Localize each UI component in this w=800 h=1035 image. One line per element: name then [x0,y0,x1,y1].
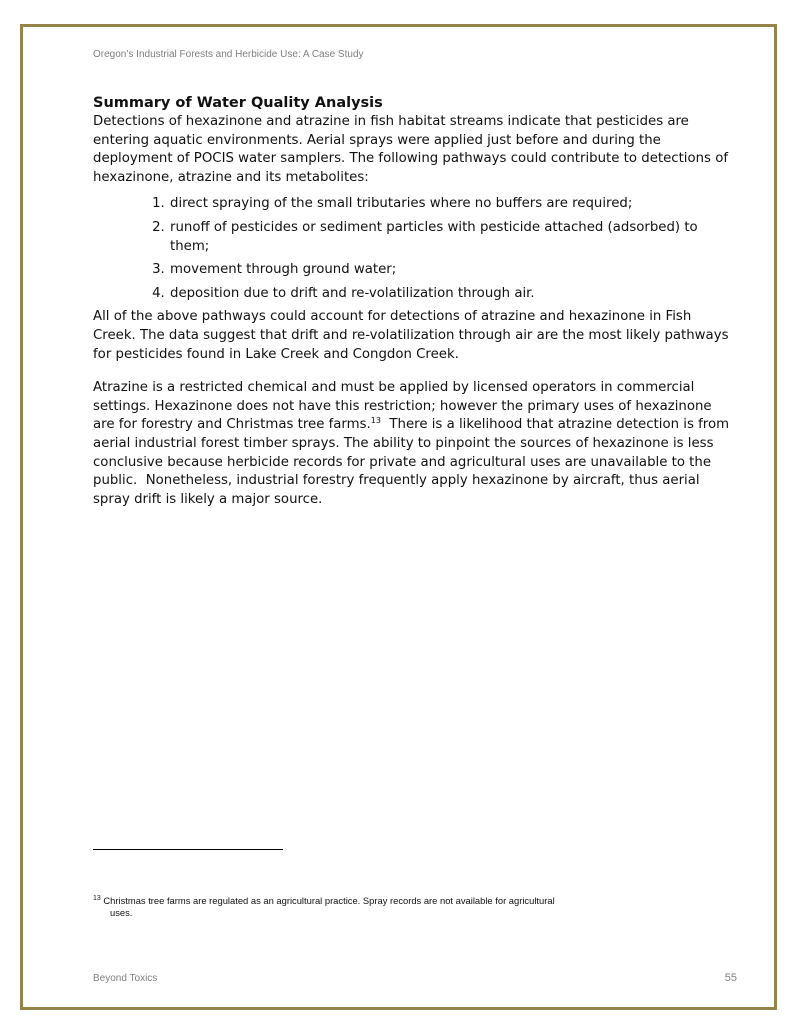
pathway-item: 2. runoff of pesticides or sediment particles with pesticide attached (adsorbed) to them; [169,219,733,256]
footnote-number: 13 [93,895,101,902]
pathways-conclusion-paragraph: All of the above pathways could account for detections of atrazine and hexazinone in Fish Creek. The data suggest that drift and re-volatilization through air are the most likely pathways for pesticides found in Lake Creek and Congdon Creek. [93,309,729,362]
atrazine-paragraph-text: Atrazine is a restricted chemical and must be applied by licensed operators in commercial settings. Hexazinone does not have this restriction; however the primary uses of hexazinone are for forestry and Christmas tree farms. [93,380,712,433]
pathway-list [93,195,733,303]
pathway-item: 4. deposition due to drift and re-volatilization through air. [169,285,733,304]
intro-paragraph: Detections of hexazinone and atrazine in fish habitat streams indicate that pesticides are entering aquatic environments. Aerial sprays were applied just before and during the deployment of POCIS water samplers. The following pathways could contribute to detections of hexazinone, atrazine and its metabolites: [93,114,729,185]
main-content [93,94,733,509]
page-number: 55 [724,972,737,984]
running-header: Oregon’s Industrial Forests and Herbicide Use: A Case Study [93,49,364,60]
footnote [93,895,713,919]
footnote-separator [93,849,283,850]
footnote-text-continued: uses. [110,907,133,918]
atrazine-paragraph [93,379,733,509]
footnote-text: Christmas tree farms are regulated as an agricultural practice. Spray records are not available for agricultural [100,895,555,906]
pathway-item: 1. direct spraying of the small tributaries where no buffers are required; [169,195,733,214]
section-heading: Summary of Water Quality Analysis [93,95,383,111]
pathway-item: 3. movement through ground water; [169,261,733,280]
footer-organization: Beyond Toxics [93,973,158,984]
footnote-reference[interactable]: 13 [370,416,381,426]
atrazine-paragraph-continued: There is a likelihood that atrazine detection is from aerial industrial forest timber sprays. The ability to pinpoint the sources of hexazinone is less conclusive because herbicide records for private and agricultural uses are unavailable to the public. Nonetheless, industrial forestry frequently apply hexazinone by aircraft, thus aerial spray drift is likely a major source. [93,417,734,507]
